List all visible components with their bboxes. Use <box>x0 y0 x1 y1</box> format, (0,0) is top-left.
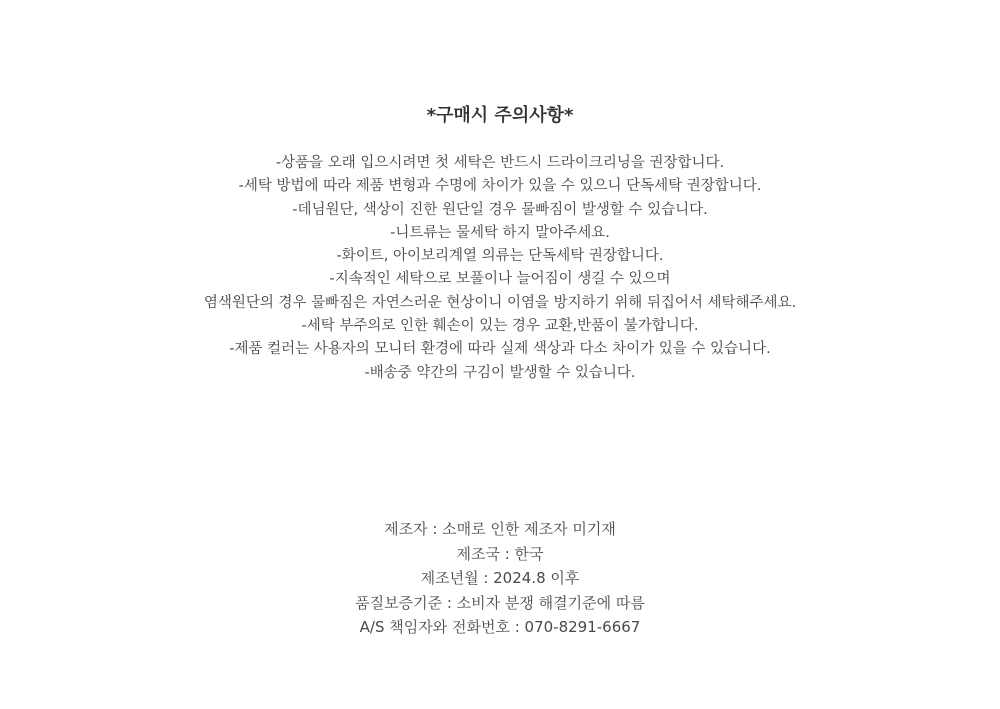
manufacturer-info: 제조자 : 소매로 인한 제조자 미기재 <box>384 520 616 538</box>
caution-list <box>0 152 1000 385</box>
caution-line: -데님원단, 색상이 진한 원단일 경우 물빠짐이 발생할 수 있습니다. <box>292 201 708 218</box>
caution-line: -지속적인 세탁으로 보풀이나 늘어짐이 생길 수 있으며 <box>329 271 671 288</box>
product-info-list <box>0 517 1000 640</box>
caution-line: -배송중 약간의 구김이 발생할 수 있습니다. <box>364 364 636 381</box>
caution-line: -화이트, 아이보리계열 의류는 단독세탁 권장합니다. <box>336 248 664 265</box>
caution-line: -니트류는 물세탁 하지 말아주세요. <box>390 224 610 241</box>
caution-line: -상품을 오래 입으시려면 첫 세탁은 반드시 드라이크리닝을 권장합니다. <box>275 155 725 171</box>
quality-guarantee-info: 품질보증기준 : 소비자 분쟁 해결기준에 따름 <box>355 593 645 612</box>
caution-line: -제품 컬러는 사용자의 모니터 환경에 따라 실제 색상과 다소 차이가 있을 수 있습니다. <box>229 341 771 358</box>
caution-title: *구매시 주의사항* <box>426 105 574 126</box>
as-contact-info: A/S 책임자와 전화번호 : 070-8291-6667 <box>359 618 641 636</box>
caution-line: -세탁 부주의로 인한 훼손이 있는 경우 교환,반품이 불가합니다. <box>301 318 699 335</box>
country-of-origin-info: 제조국 : 한국 <box>456 544 544 563</box>
manufacture-date-info: 제조년월 : 2024.8 이후 <box>420 569 580 587</box>
caution-line: -세탁 방법에 따라 제품 변형과 수명에 차이가 있을 수 있으니 단독세탁 권장합니다. <box>238 178 762 195</box>
caution-line: 염색원단의 경우 물빠짐은 자연스러운 현상이니 이염을 방지하기 위해 뒤집어서 세탁해주세요. <box>203 294 797 311</box>
